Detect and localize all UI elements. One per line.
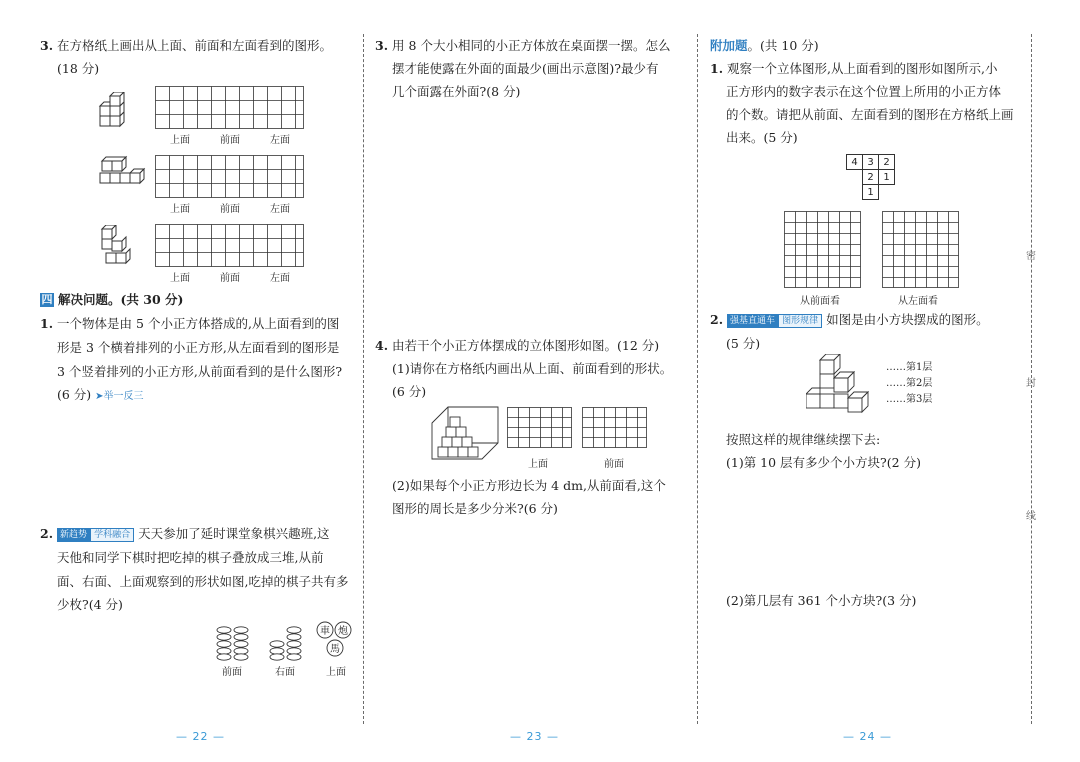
right-q2-line1: [710, 308, 989, 331]
hint-link[interactable]: ➤举一反三: [95, 391, 144, 402]
mid-grid-label-top: 上面: [528, 459, 548, 470]
mid-q3-line1: [375, 34, 670, 57]
cube-figure-2: [96, 155, 146, 191]
question-number: 1.: [710, 61, 724, 76]
mid-q4-line1: [375, 334, 659, 357]
tag-strong-foundation: 强基直通车: [727, 314, 778, 328]
section-heading: [40, 288, 183, 311]
question-score: (6 分): [57, 387, 92, 402]
left-q1-line2: 形是 3 个横着排列的小正方形,从左面看到的图形是: [57, 340, 340, 355]
answer-grid-3[interactable]: [155, 224, 304, 267]
question-text: 天天参加了延时课堂象棋兴趣班,这: [138, 526, 330, 541]
cell: 3: [863, 155, 879, 170]
grid3-label-left: 左面: [270, 273, 290, 284]
chess-piece-ma: 馬: [330, 644, 340, 655]
left-q1-line3: 3 个竖着排列的小正方形,从前面看到的是什么图形?: [57, 364, 343, 379]
cell: 4: [847, 155, 863, 170]
section-badge: 四: [41, 293, 53, 306]
question-text: 观察一个立体图形,从上面看到的图形如图所示,小: [727, 61, 998, 76]
grid2-label-left: 左面: [270, 204, 290, 215]
question-text: 由若干个小正方体摆成的立体图形如图。(12 分): [392, 338, 660, 353]
right-grid-label-left: 从左面看: [898, 296, 938, 307]
chess-label-front: 前面: [222, 667, 242, 678]
grid2-label-front: 前面: [220, 204, 240, 215]
question-number: 3.: [375, 38, 389, 53]
right-q2-sub1: (1)第 10 层有多少个小方块?(2 分): [726, 455, 921, 470]
grid1-label-front: 前面: [220, 135, 240, 146]
cell-empty: [847, 170, 863, 185]
grid2-label-top: 上面: [170, 204, 190, 215]
chess-top-view: [315, 620, 355, 662]
mid-grid-label-front: 前面: [604, 459, 624, 470]
left-q1-line1: [40, 312, 339, 335]
tag-subject-fusion: 学科融合: [90, 528, 134, 542]
left-q2-line4: 少枚?(4 分): [57, 597, 123, 612]
chess-piece-che: 車: [320, 626, 330, 637]
answer-grid-top-view[interactable]: [507, 407, 573, 449]
cell-empty: [879, 185, 895, 200]
answer-grid-2[interactable]: [155, 155, 304, 198]
mid-q4-sub1a: (1)请你在方格纸内画出从上面、前面看到的形状。: [392, 361, 673, 376]
answer-grid-left-seen[interactable]: [882, 211, 960, 289]
question-number: 3.: [40, 38, 54, 53]
section-title: 解决问题。(共 30 分): [58, 292, 184, 307]
chess-piece-pao: 炮: [338, 626, 348, 637]
extra-label: 附加题: [710, 38, 748, 53]
right-q2-line3: 按照这样的规律继续摆下去:: [726, 432, 881, 447]
grid3-label-front: 前面: [220, 273, 240, 284]
page-number-22: — 22 —: [176, 730, 225, 743]
column-divider-right: [697, 34, 698, 724]
cell-empty: [847, 185, 863, 200]
left-q2-line3: 面、右面、上面观察到的形状如图,吃掉的棋子共有多: [57, 574, 349, 589]
left-q2-line1: [40, 522, 330, 545]
answer-grid-front-view[interactable]: [582, 407, 648, 449]
mid-q3-line3: 几个面露在外面?(8 分): [392, 84, 521, 99]
question-number: 4.: [375, 338, 389, 353]
tag-pattern: 图形规律: [778, 314, 822, 328]
right-q1-line2: 正方形内的数字表示在这个位置上所用的小正方体: [726, 84, 1002, 99]
right-q1-line3: 的个数。请把从前面、左面看到的图形在方格纸上画: [726, 107, 1014, 122]
question-number: 2.: [40, 526, 54, 541]
left-q3-line2: (18 分): [57, 61, 100, 76]
staircase-figure: [428, 403, 500, 465]
left-q2-line2: 天他和同学下棋时把吃掉的棋子叠放成三堆,从前: [57, 550, 324, 565]
cell: 2: [879, 155, 895, 170]
right-q1-line1: [710, 57, 998, 80]
layer-label-1: ……第1层: [886, 362, 933, 373]
grid3-label-top: 上面: [170, 273, 190, 284]
chess-label-top: 上面: [326, 667, 346, 678]
cell: 1: [863, 185, 879, 200]
question-text: 用 8 个大小相同的小正方体放在桌面摆一摆。怎么: [392, 38, 671, 53]
cell: 2: [863, 170, 879, 185]
right-q2-sub2: (2)第几层有 361 个小方块?(3 分): [726, 593, 917, 608]
question-text: 在方格纸上画出从上面、前面和左面看到的图形。: [57, 38, 333, 53]
left-q3-line1: [40, 34, 332, 57]
extra-heading: [710, 34, 819, 57]
chess-front-view: [215, 625, 255, 661]
page-number-24: — 24 —: [843, 730, 892, 743]
mid-q3-line2: 摆才能使露在外面的面最少(画出示意图)?最少有: [392, 61, 659, 76]
chess-right-view: [268, 625, 308, 661]
answer-grid-front-seen[interactable]: [784, 211, 862, 289]
cube-figure-3: [96, 225, 136, 269]
binding-char-2: 封: [1026, 378, 1036, 389]
right-q1-line4: 出来。(5 分): [726, 130, 798, 145]
left-q1-line4: [57, 383, 144, 408]
mid-q4-sub2b: 图形的周长是多少分米?(6 分): [392, 501, 558, 516]
grid1-label-top: 上面: [170, 135, 190, 146]
layer-label-3: ……第3层: [886, 394, 933, 405]
top-view-number-grid: [846, 154, 895, 200]
mid-q4-sub2a: (2)如果每个小正方形边长为 4 dm,从前面看,这个: [392, 478, 666, 493]
layer-label-2: ……第2层: [886, 378, 933, 389]
tag-new-trend: 新趋势: [57, 528, 90, 542]
column-divider-left: [363, 34, 364, 724]
right-q2-line2: (5 分): [726, 336, 761, 351]
cube-figure-1: [96, 92, 136, 132]
question-number: 2.: [710, 312, 724, 327]
question-text: 如图是由小方块摆成的图形。: [826, 312, 989, 327]
mid-q4-sub1b: (6 分): [392, 384, 427, 399]
chess-label-right: 右面: [275, 667, 295, 678]
right-grid-label-front: 从前面看: [800, 296, 840, 307]
extra-score: 。(共 10 分): [747, 38, 819, 53]
cell: 1: [879, 170, 895, 185]
pyramid-blocks-figure: [806, 354, 870, 424]
page-number-23: — 23 —: [510, 730, 559, 743]
grid1-label-left: 左面: [270, 135, 290, 146]
question-text: 一个物体是由 5 个小正方体搭成的,从上面看到的图: [57, 316, 340, 331]
binding-char-3: 线: [1026, 511, 1036, 522]
question-number: 1.: [40, 316, 54, 331]
answer-grid-1[interactable]: [155, 86, 304, 129]
binding-char-1: 密: [1026, 251, 1036, 262]
